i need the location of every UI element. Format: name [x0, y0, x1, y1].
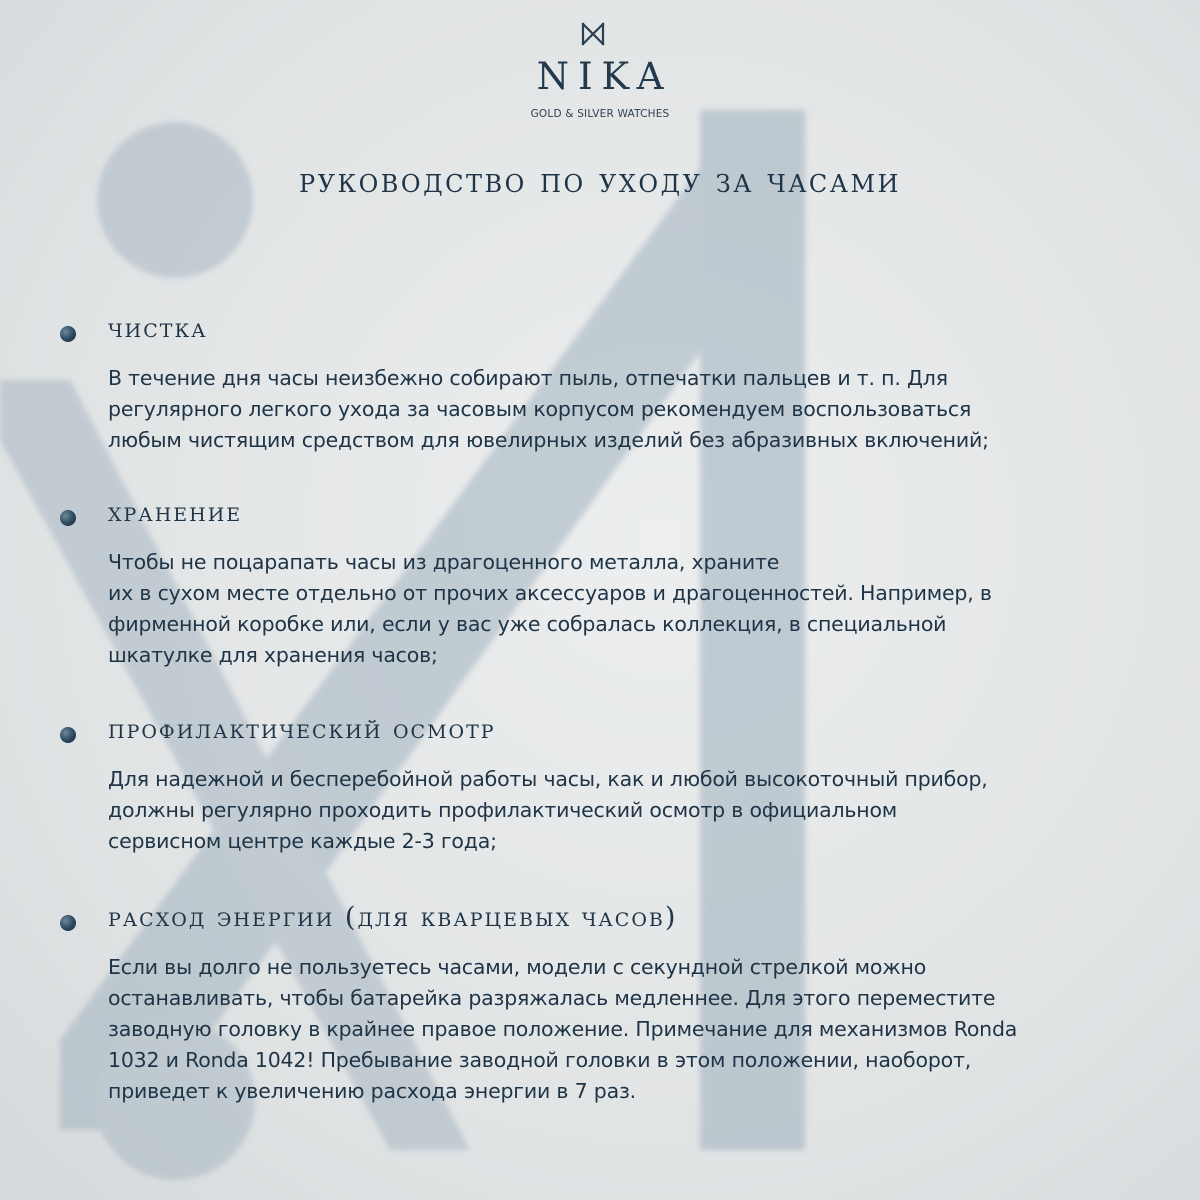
section-line: В течение дня часы неизбежно собирают пыль, отпечатки пальцев и т. п. Для	[108, 366, 948, 390]
section-line: их в сухом месте отдельно от прочих аксессуаров и драгоценностей. Например, в	[108, 581, 992, 605]
section-line: должны регулярно проходить профилактический осмотр в официальном	[108, 798, 898, 822]
nika-monogram-icon	[579, 20, 607, 48]
section-body	[108, 363, 1168, 456]
page-title: руководство по уходу за часами	[299, 161, 901, 201]
section-heading: расход энергии (для кварцевых часов)	[108, 902, 678, 933]
bullet-icon	[60, 915, 76, 931]
bullet-icon	[60, 510, 76, 526]
section-line: шкатулке для хранения часов;	[108, 643, 438, 667]
section-line: 1032 и Ronda 1042! Пребывание заводной головки в этом положении, наоборот,	[108, 1048, 972, 1072]
section-line: Если вы долго не пользуетесь часами, модели с секундной стрелкой можно	[108, 955, 927, 979]
section-line: приведет к увеличению расхода энергии в 7 раз.	[108, 1079, 636, 1103]
section-line: Чтобы не поцарапать часы из драгоценного металла, храните	[108, 550, 780, 574]
section-heading: профилактический осмотр	[108, 714, 496, 745]
section-line: регулярного легкого ухода за часовым корпусом рекомендуем воспользоваться	[108, 397, 972, 421]
section-line: заводную головку в крайнее правое положение. Примечание для механизмов Ronda	[108, 1017, 1018, 1041]
section-line: любым чистящим средством для ювелирных изделий без абразивных включений;	[108, 428, 989, 452]
section-line: сервисном центре каждые 2-3 года;	[108, 829, 497, 853]
section-line: останавливать, чтобы батарейка разряжалась медленнее. Для этого переместите	[108, 986, 996, 1010]
section-body	[108, 952, 1168, 1107]
bullet-icon	[60, 727, 76, 743]
section-heading: хранение	[108, 497, 243, 528]
section-line: фирменной коробке или, если у вас уже собралась коллекция, в специальной	[108, 612, 947, 636]
section-line: Для надежной и бесперебойной работы часы, как и любой высокоточный прибор,	[108, 767, 988, 791]
section-body	[108, 764, 1168, 857]
brand-name: NIKA	[536, 55, 673, 98]
section-heading: чистка	[108, 313, 208, 344]
brand-tagline: GOLD & SILVER WATCHES	[530, 108, 670, 120]
bullet-icon	[60, 326, 76, 342]
section-body	[108, 547, 1168, 671]
